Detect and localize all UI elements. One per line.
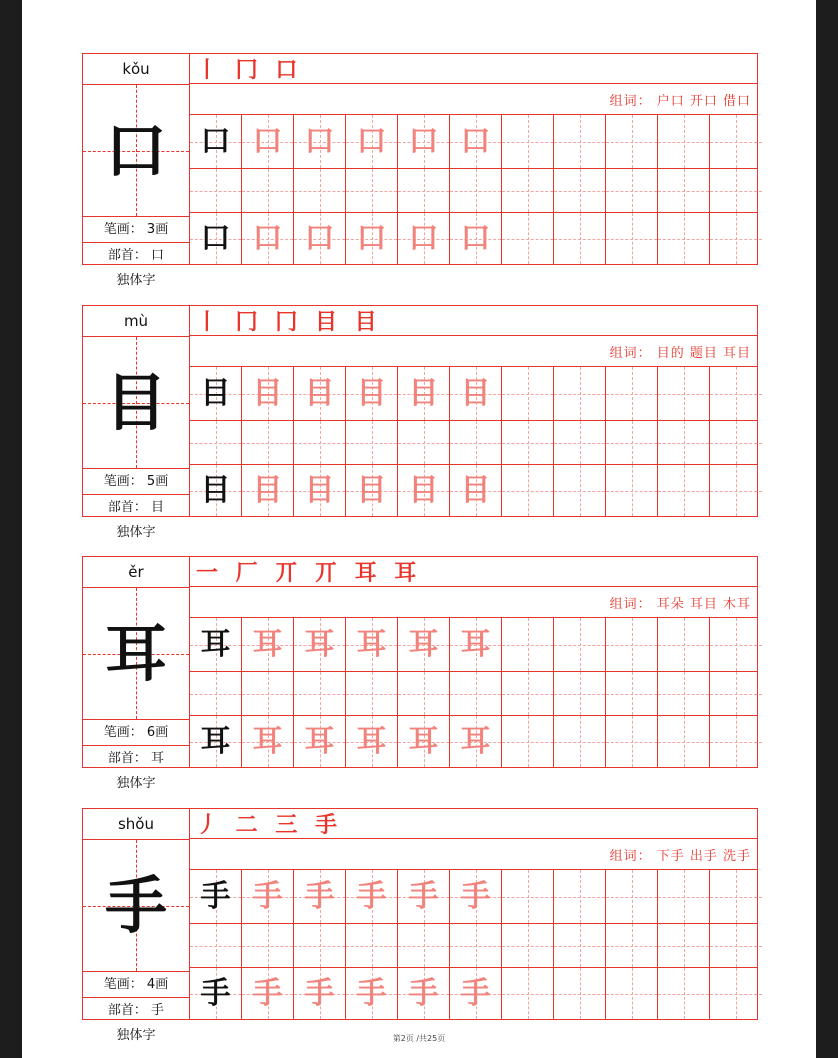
practice-cell bbox=[710, 672, 762, 715]
practice-glyph: 手 bbox=[408, 975, 439, 1011]
practice-cell bbox=[346, 870, 398, 923]
practice-cell bbox=[502, 924, 554, 967]
practice-glyph: 手 bbox=[356, 878, 387, 914]
practice-cell bbox=[658, 421, 710, 464]
practice-cell bbox=[502, 169, 554, 212]
practice-glyph: 口 bbox=[304, 123, 335, 159]
practice-glyph: 耳 bbox=[304, 723, 335, 759]
practice-cell bbox=[190, 924, 242, 967]
practice-cell bbox=[190, 870, 242, 923]
practice-cell bbox=[398, 465, 450, 516]
practice-cell bbox=[346, 465, 398, 516]
practice-cell bbox=[398, 968, 450, 1019]
practice-cell bbox=[450, 618, 502, 671]
practice-cell bbox=[346, 672, 398, 715]
practice-cell bbox=[346, 924, 398, 967]
practice-cell bbox=[450, 115, 502, 168]
practice-cell bbox=[242, 968, 294, 1019]
practice-cell bbox=[606, 672, 658, 715]
practice-row-blank bbox=[190, 169, 757, 213]
practice-cell bbox=[554, 924, 606, 967]
stroke-count: 笔画： 3画 bbox=[83, 216, 189, 242]
stroke-order-row: 丨 冂 冂 目 目 bbox=[190, 306, 757, 336]
practice-cell bbox=[554, 465, 606, 516]
practice-cell bbox=[554, 870, 606, 923]
practice-glyph: 目 bbox=[252, 375, 283, 411]
practice-glyph: 口 bbox=[252, 123, 283, 159]
practice-glyph: 口 bbox=[200, 123, 231, 159]
practice-cell bbox=[658, 618, 710, 671]
practice-glyph: 目 bbox=[200, 375, 231, 411]
practice-row bbox=[190, 716, 757, 767]
practice-glyph: 口 bbox=[252, 220, 283, 256]
practice-cell bbox=[658, 115, 710, 168]
practice-cell bbox=[294, 169, 346, 212]
practice-grid bbox=[190, 367, 757, 516]
practice-cell bbox=[710, 618, 762, 671]
practice-row bbox=[190, 870, 757, 924]
practice-row bbox=[190, 968, 757, 1019]
practice-cell bbox=[502, 115, 554, 168]
words-row: 组词： 目的 题目 耳目 bbox=[190, 336, 757, 367]
practice-cell bbox=[294, 421, 346, 464]
character-info-panel bbox=[83, 557, 190, 791]
practice-cell bbox=[606, 115, 658, 168]
practice-row-blank bbox=[190, 924, 757, 968]
practice-row bbox=[190, 465, 757, 516]
practice-cell bbox=[346, 968, 398, 1019]
practice-cell bbox=[554, 421, 606, 464]
practice-cell bbox=[554, 618, 606, 671]
practice-cell bbox=[294, 465, 346, 516]
practice-cell bbox=[710, 367, 762, 420]
practice-row bbox=[190, 367, 757, 421]
practice-cell bbox=[398, 672, 450, 715]
pinyin-label: mù bbox=[83, 306, 189, 337]
practice-glyph: 手 bbox=[460, 878, 491, 914]
practice-glyph: 口 bbox=[356, 220, 387, 256]
practice-glyph: 目 bbox=[356, 375, 387, 411]
practice-grid bbox=[190, 115, 757, 264]
practice-cell bbox=[554, 716, 606, 767]
practice-glyph: 口 bbox=[304, 220, 335, 256]
worksheet-page bbox=[22, 0, 816, 1058]
practice-cell bbox=[346, 115, 398, 168]
practice-cell bbox=[710, 968, 762, 1019]
practice-glyph: 手 bbox=[200, 975, 231, 1011]
practice-cell bbox=[502, 465, 554, 516]
practice-cell bbox=[294, 115, 346, 168]
practice-cell bbox=[242, 115, 294, 168]
practice-cell bbox=[242, 169, 294, 212]
practice-grid bbox=[190, 870, 757, 1019]
practice-cell bbox=[554, 169, 606, 212]
stroke-count: 笔画： 5画 bbox=[83, 468, 189, 494]
practice-glyph: 口 bbox=[408, 220, 439, 256]
practice-cell bbox=[450, 421, 502, 464]
practice-glyph: 耳 bbox=[252, 723, 283, 759]
practice-cell bbox=[450, 465, 502, 516]
practice-cell bbox=[606, 421, 658, 464]
practice-cell bbox=[242, 421, 294, 464]
practice-cell bbox=[398, 618, 450, 671]
character-info-panel bbox=[83, 809, 190, 1043]
practice-cell bbox=[554, 213, 606, 264]
practice-area bbox=[190, 54, 757, 264]
practice-cell bbox=[398, 169, 450, 212]
practice-area bbox=[190, 557, 757, 767]
practice-cell bbox=[242, 672, 294, 715]
practice-cell bbox=[398, 115, 450, 168]
practice-cell bbox=[398, 716, 450, 767]
practice-glyph: 耳 bbox=[460, 626, 491, 662]
practice-cell bbox=[242, 367, 294, 420]
practice-glyph: 耳 bbox=[356, 723, 387, 759]
practice-cell bbox=[658, 465, 710, 516]
practice-cell bbox=[294, 968, 346, 1019]
practice-cell bbox=[554, 672, 606, 715]
practice-cell bbox=[346, 213, 398, 264]
practice-glyph: 手 bbox=[356, 975, 387, 1011]
radical: 部首： 口 bbox=[83, 242, 189, 268]
practice-glyph: 目 bbox=[304, 472, 335, 508]
stroke-order-row: 一 厂 丌 丌 耳 耳 bbox=[190, 557, 757, 587]
radical: 部首： 目 bbox=[83, 494, 189, 520]
practice-cell bbox=[398, 367, 450, 420]
practice-glyph: 手 bbox=[408, 878, 439, 914]
practice-cell bbox=[450, 367, 502, 420]
practice-glyph: 口 bbox=[408, 123, 439, 159]
radical: 部首： 耳 bbox=[83, 745, 189, 771]
practice-glyph: 手 bbox=[460, 975, 491, 1011]
practice-row bbox=[190, 618, 757, 672]
practice-cell bbox=[554, 115, 606, 168]
practice-cell bbox=[658, 968, 710, 1019]
practice-cell bbox=[190, 213, 242, 264]
practice-glyph: 目 bbox=[408, 472, 439, 508]
practice-glyph: 耳 bbox=[356, 626, 387, 662]
practice-cell bbox=[606, 465, 658, 516]
model-character bbox=[83, 337, 189, 468]
practice-cell bbox=[502, 367, 554, 420]
practice-cell bbox=[554, 968, 606, 1019]
practice-cell bbox=[294, 213, 346, 264]
model-character-glyph: 耳 bbox=[104, 616, 167, 690]
practice-cell bbox=[450, 870, 502, 923]
practice-glyph: 耳 bbox=[200, 723, 231, 759]
practice-cell bbox=[190, 169, 242, 212]
practice-cell bbox=[398, 870, 450, 923]
practice-cell bbox=[450, 924, 502, 967]
character-sheet bbox=[82, 556, 758, 791]
practice-cell bbox=[242, 924, 294, 967]
practice-glyph: 口 bbox=[460, 123, 491, 159]
practice-cell bbox=[294, 672, 346, 715]
practice-cell bbox=[658, 213, 710, 264]
practice-glyph: 目 bbox=[408, 375, 439, 411]
pinyin-label: ěr bbox=[83, 557, 189, 588]
practice-cell bbox=[346, 367, 398, 420]
practice-grid bbox=[190, 618, 757, 767]
practice-cell bbox=[606, 169, 658, 212]
practice-cell bbox=[710, 716, 762, 767]
practice-glyph: 耳 bbox=[460, 723, 491, 759]
practice-cell bbox=[190, 672, 242, 715]
practice-glyph: 耳 bbox=[304, 626, 335, 662]
practice-cell bbox=[190, 968, 242, 1019]
practice-glyph: 耳 bbox=[408, 723, 439, 759]
practice-area bbox=[190, 306, 757, 516]
practice-cell bbox=[658, 672, 710, 715]
practice-cell bbox=[606, 618, 658, 671]
practice-cell bbox=[710, 465, 762, 516]
practice-cell bbox=[190, 465, 242, 516]
practice-cell bbox=[294, 367, 346, 420]
model-character bbox=[83, 85, 189, 216]
practice-glyph: 耳 bbox=[200, 626, 231, 662]
practice-cell bbox=[398, 924, 450, 967]
practice-row-blank bbox=[190, 672, 757, 716]
practice-cell bbox=[346, 716, 398, 767]
practice-cell bbox=[242, 716, 294, 767]
practice-cell bbox=[346, 421, 398, 464]
practice-glyph: 手 bbox=[252, 975, 283, 1011]
practice-cell bbox=[606, 968, 658, 1019]
practice-row-blank bbox=[190, 421, 757, 465]
practice-glyph: 目 bbox=[460, 472, 491, 508]
practice-cell bbox=[346, 618, 398, 671]
practice-glyph: 手 bbox=[252, 878, 283, 914]
stroke-count: 笔画： 4画 bbox=[83, 971, 189, 997]
practice-glyph: 目 bbox=[252, 472, 283, 508]
pinyin-label: kǒu bbox=[83, 54, 189, 85]
practice-cell bbox=[190, 367, 242, 420]
practice-cell bbox=[242, 465, 294, 516]
practice-cell bbox=[450, 672, 502, 715]
stroke-order-row: 丨 冂 口 bbox=[190, 54, 757, 84]
practice-glyph: 目 bbox=[460, 375, 491, 411]
practice-cell bbox=[294, 716, 346, 767]
practice-cell bbox=[658, 367, 710, 420]
practice-area bbox=[190, 809, 757, 1019]
practice-cell bbox=[658, 870, 710, 923]
structure: 独体字 bbox=[116, 1028, 156, 1043]
practice-cell bbox=[294, 924, 346, 967]
practice-glyph: 口 bbox=[200, 220, 231, 256]
model-character bbox=[83, 840, 189, 971]
structure: 独体字 bbox=[116, 776, 156, 791]
pinyin-label: shǒu bbox=[83, 809, 189, 840]
character-info-panel bbox=[83, 306, 190, 540]
practice-cell bbox=[502, 618, 554, 671]
practice-cell bbox=[710, 870, 762, 923]
practice-cell bbox=[710, 924, 762, 967]
practice-cell bbox=[606, 716, 658, 767]
structure: 独体字 bbox=[116, 525, 156, 540]
practice-row bbox=[190, 115, 757, 169]
character-sheet bbox=[82, 305, 758, 540]
practice-cell bbox=[658, 924, 710, 967]
model-character-glyph: 手 bbox=[104, 868, 167, 942]
practice-cell bbox=[606, 924, 658, 967]
practice-cell bbox=[606, 367, 658, 420]
practice-glyph: 手 bbox=[304, 878, 335, 914]
words-row: 组词： 下手 出手 洗手 bbox=[190, 839, 757, 870]
practice-glyph: 耳 bbox=[408, 626, 439, 662]
character-info-panel bbox=[83, 54, 190, 288]
practice-cell bbox=[294, 870, 346, 923]
practice-cell bbox=[502, 421, 554, 464]
practice-cell bbox=[190, 115, 242, 168]
practice-glyph: 耳 bbox=[252, 626, 283, 662]
practice-glyph: 口 bbox=[460, 220, 491, 256]
words-row: 组词： 户口 开口 借口 bbox=[190, 84, 757, 115]
page-footer: 第2页 /共25页 bbox=[392, 1034, 446, 1043]
practice-cell bbox=[190, 421, 242, 464]
practice-glyph: 目 bbox=[200, 472, 231, 508]
practice-cell bbox=[502, 672, 554, 715]
practice-cell bbox=[502, 213, 554, 264]
practice-cell bbox=[710, 421, 762, 464]
words-row: 组词： 耳朵 耳目 木耳 bbox=[190, 587, 757, 618]
practice-cell bbox=[450, 213, 502, 264]
practice-cell bbox=[606, 213, 658, 264]
character-sheet bbox=[82, 53, 758, 288]
practice-cell bbox=[450, 968, 502, 1019]
practice-cell bbox=[294, 618, 346, 671]
practice-glyph: 口 bbox=[356, 123, 387, 159]
practice-cell bbox=[242, 618, 294, 671]
practice-cell bbox=[502, 968, 554, 1019]
practice-cell bbox=[554, 367, 606, 420]
practice-glyph: 手 bbox=[304, 975, 335, 1011]
structure: 独体字 bbox=[116, 273, 156, 288]
practice-cell bbox=[450, 169, 502, 212]
practice-cell bbox=[398, 213, 450, 264]
practice-cell bbox=[190, 618, 242, 671]
practice-cell bbox=[710, 213, 762, 264]
practice-cell bbox=[658, 716, 710, 767]
practice-cell bbox=[606, 870, 658, 923]
practice-cell bbox=[346, 169, 398, 212]
stroke-count: 笔画： 6画 bbox=[83, 719, 189, 745]
model-character-glyph: 目 bbox=[104, 365, 167, 439]
model-character-glyph: 口 bbox=[104, 113, 167, 187]
practice-glyph: 目 bbox=[356, 472, 387, 508]
practice-cell bbox=[190, 716, 242, 767]
practice-cell bbox=[658, 169, 710, 212]
practice-cell bbox=[502, 716, 554, 767]
model-character bbox=[83, 588, 189, 719]
practice-cell bbox=[450, 716, 502, 767]
practice-glyph: 目 bbox=[304, 375, 335, 411]
practice-cell bbox=[242, 213, 294, 264]
stroke-order-row: 丿 二 三 手 bbox=[190, 809, 757, 839]
practice-cell bbox=[710, 115, 762, 168]
practice-glyph: 手 bbox=[200, 878, 231, 914]
practice-cell bbox=[242, 870, 294, 923]
radical: 部首： 手 bbox=[83, 997, 189, 1023]
practice-row bbox=[190, 213, 757, 264]
practice-cell bbox=[502, 870, 554, 923]
practice-cell bbox=[398, 421, 450, 464]
practice-cell bbox=[710, 169, 762, 212]
